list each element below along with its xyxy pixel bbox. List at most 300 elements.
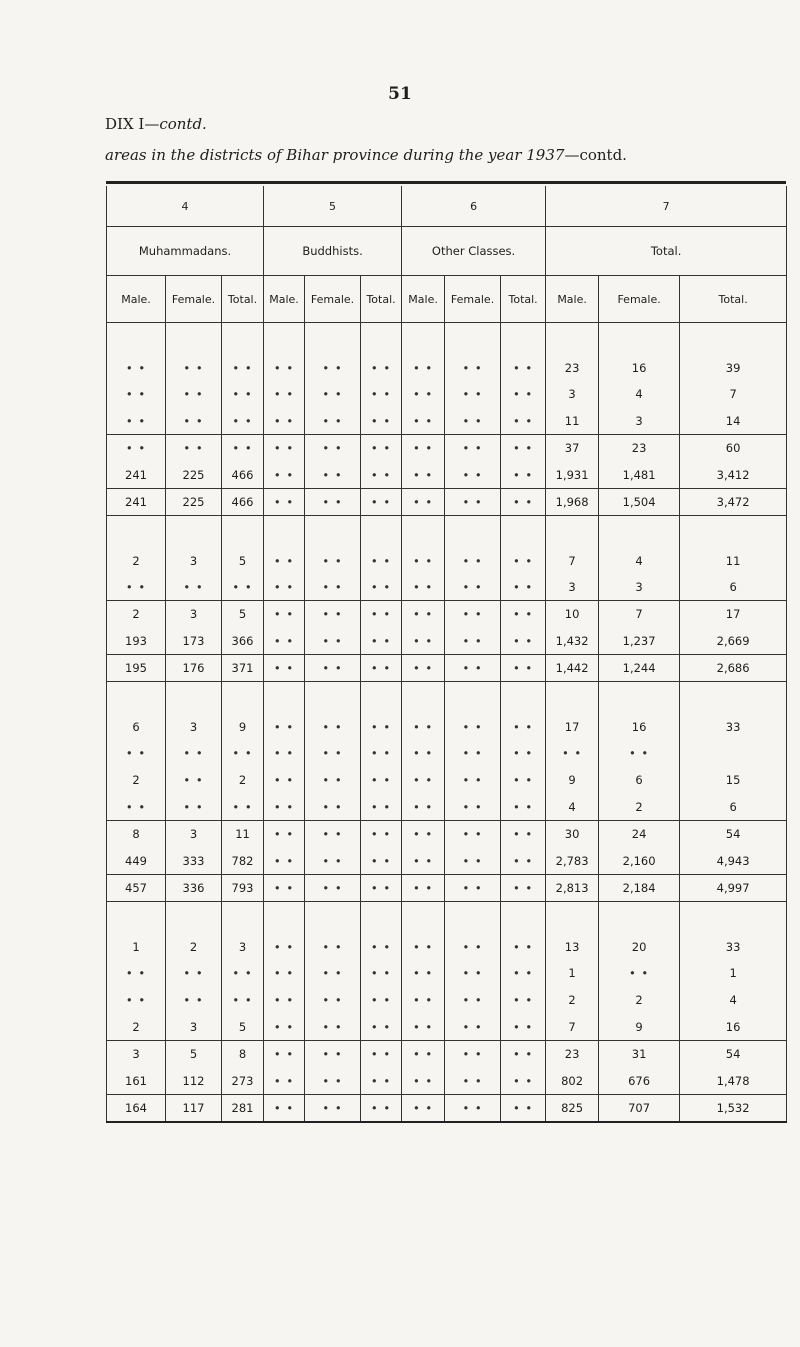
sub-header-cell: Total.: [361, 276, 402, 323]
table-cell: 5: [222, 516, 264, 574]
table-cell: • •: [501, 960, 546, 987]
group-header-muhammadans: Muhammadans.: [107, 227, 264, 276]
table-cell: 281: [222, 1095, 264, 1122]
table-cell: • •: [166, 767, 222, 794]
table-cell: 4: [680, 987, 787, 1014]
table-cell: • •: [501, 516, 546, 574]
table-cell: 2,813: [546, 875, 599, 902]
table-cell: • •: [305, 848, 361, 875]
table-cell: 24: [599, 821, 680, 848]
table-cell: • •: [305, 516, 361, 574]
table-cell: 23: [599, 435, 680, 462]
table-cell: 176: [166, 655, 222, 682]
table-cell: • •: [107, 435, 166, 462]
table-cell: 2: [107, 601, 166, 628]
table-cell: 4,997: [680, 875, 787, 902]
table-row: [107, 902, 787, 960]
table-cell: 5: [222, 601, 264, 628]
table-cell: • •: [361, 682, 402, 740]
table-cell: • •: [599, 960, 680, 987]
table-cell: • •: [501, 381, 546, 408]
table-cell: • •: [107, 794, 166, 821]
table-cell: 193: [107, 628, 166, 655]
table-cell: 7: [599, 601, 680, 628]
sub-header-cell: Male.: [107, 276, 166, 323]
table-cell: • •: [445, 489, 501, 516]
table-cell: • •: [222, 323, 264, 381]
table-cell: • •: [445, 408, 501, 435]
table-cell: • •: [445, 848, 501, 875]
table-cell: 782: [222, 848, 264, 875]
table-cell: 4: [599, 516, 680, 574]
table-cell: • •: [445, 740, 501, 767]
table-cell: • •: [166, 794, 222, 821]
table-cell: • •: [402, 960, 445, 987]
sub-header-cell: Female.: [599, 276, 680, 323]
column-number: 7: [546, 186, 787, 227]
table-cell: • •: [445, 655, 501, 682]
table-cell: 3,472: [680, 489, 787, 516]
table-cell: • •: [107, 960, 166, 987]
table-cell: 7: [680, 381, 787, 408]
group-header-other-classes: Other Classes.: [402, 227, 546, 276]
table-row: [107, 601, 787, 628]
table-cell: • •: [264, 489, 305, 516]
table-row: [107, 1041, 787, 1068]
column-number: 6: [402, 186, 546, 227]
table-cell: 11: [222, 821, 264, 848]
table-cell: 30: [546, 821, 599, 848]
table-cell: 4,943: [680, 848, 787, 875]
table-cell: • •: [305, 987, 361, 1014]
table-cell: • •: [305, 902, 361, 960]
table-cell: 6: [680, 574, 787, 601]
table-cell: • •: [305, 875, 361, 902]
table-cell: • •: [402, 767, 445, 794]
table-cell: • •: [264, 821, 305, 848]
table-cell: • •: [501, 628, 546, 655]
table-caption: [105, 146, 627, 164]
table-cell: • •: [501, 574, 546, 601]
table-cell: 2: [546, 987, 599, 1014]
table-cell: • •: [445, 682, 501, 740]
table-cell: • •: [445, 323, 501, 381]
sub-header-cell: Female.: [445, 276, 501, 323]
table-cell: • •: [402, 516, 445, 574]
table-cell: 2,686: [680, 655, 787, 682]
table-cell: • •: [501, 767, 546, 794]
table-row: [107, 1095, 787, 1122]
column-number-row: [107, 186, 787, 227]
table-cell: 1,432: [546, 628, 599, 655]
table-cell: 273: [222, 1068, 264, 1095]
table-row: [107, 821, 787, 848]
table-cell: 793: [222, 875, 264, 902]
table-cell: 9: [546, 767, 599, 794]
table-cell: • •: [305, 628, 361, 655]
sub-header-row: [107, 276, 787, 323]
table-cell: • •: [305, 574, 361, 601]
table-cell: • •: [305, 601, 361, 628]
table-cell: • •: [361, 794, 402, 821]
table-cell: • •: [445, 902, 501, 960]
table-cell: • •: [305, 821, 361, 848]
table-cell: • •: [222, 574, 264, 601]
table-row: [107, 848, 787, 875]
table-cell: 11: [680, 516, 787, 574]
table-cell: • •: [264, 767, 305, 794]
table-cell: • •: [402, 902, 445, 960]
table-cell: 2: [166, 902, 222, 960]
group-header-buddhists: Buddhists.: [264, 227, 402, 276]
table-cell: 16: [599, 323, 680, 381]
table-cell: • •: [402, 408, 445, 435]
table-row: [107, 987, 787, 1014]
table-cell: • •: [264, 1014, 305, 1041]
table-caption-title: areas in the districts of Bihar province during the year 1937: [105, 146, 565, 164]
table-cell: • •: [445, 960, 501, 987]
table-cell: 10: [546, 601, 599, 628]
table-cell: 2: [107, 1014, 166, 1041]
table-cell: • •: [305, 794, 361, 821]
table-cell: 54: [680, 821, 787, 848]
appendix-heading: [105, 115, 207, 133]
table-cell: • •: [222, 987, 264, 1014]
table-cell: • •: [107, 574, 166, 601]
table-cell: 3: [166, 516, 222, 574]
table-cell: • •: [264, 1095, 305, 1122]
table-cell: 225: [166, 462, 222, 489]
table-cell: • •: [501, 489, 546, 516]
table-cell: 3: [599, 574, 680, 601]
table-cell: • •: [402, 794, 445, 821]
table-cell: 15: [680, 767, 787, 794]
table-cell: • •: [264, 601, 305, 628]
table-cell: 23: [546, 323, 599, 381]
table-cell: 2: [599, 794, 680, 821]
sub-header-cell: Female.: [305, 276, 361, 323]
table-cell: • •: [361, 323, 402, 381]
table-cell: 23: [546, 1041, 599, 1068]
table-cell: • •: [402, 601, 445, 628]
table-cell: • •: [264, 987, 305, 1014]
table-cell: 1,442: [546, 655, 599, 682]
table-cell: 31: [599, 1041, 680, 1068]
table-cell: 466: [222, 462, 264, 489]
table-cell: • •: [264, 655, 305, 682]
table-cell: • •: [107, 740, 166, 767]
table-cell: 6: [680, 794, 787, 821]
table-cell: 3: [546, 574, 599, 601]
table-cell: • •: [445, 1014, 501, 1041]
table-cell: • •: [305, 323, 361, 381]
table-cell: • •: [501, 1041, 546, 1068]
table-cell: 14: [680, 408, 787, 435]
table-cell: 1,481: [599, 462, 680, 489]
table-row: [107, 682, 787, 740]
table-cell: • •: [107, 987, 166, 1014]
table-cell: 195: [107, 655, 166, 682]
table-cell: • •: [361, 848, 402, 875]
table-cell: • •: [305, 489, 361, 516]
table-cell: • •: [264, 408, 305, 435]
sub-header-cell: Total.: [222, 276, 264, 323]
table-cell: 9: [599, 1014, 680, 1041]
table-row: [107, 655, 787, 682]
table-cell: 164: [107, 1095, 166, 1122]
table-cell: 336: [166, 875, 222, 902]
table-cell: • •: [402, 574, 445, 601]
table-cell: • •: [361, 1014, 402, 1041]
table-cell: • •: [305, 1014, 361, 1041]
table-cell: 333: [166, 848, 222, 875]
table-cell: • •: [166, 960, 222, 987]
table-cell: • •: [305, 1068, 361, 1095]
table-cell: 3: [166, 601, 222, 628]
table-cell: • •: [361, 875, 402, 902]
table-cell: • •: [361, 1041, 402, 1068]
table-cell: • •: [501, 1068, 546, 1095]
table-cell: 16: [599, 682, 680, 740]
table-row: [107, 323, 787, 381]
table-cell: • •: [264, 875, 305, 902]
sub-header-cell: Male.: [264, 276, 305, 323]
table-cell: • •: [305, 960, 361, 987]
table-cell: • •: [361, 516, 402, 574]
table-cell: • •: [445, 462, 501, 489]
table-cell: • •: [402, 875, 445, 902]
table-cell: • •: [264, 323, 305, 381]
sub-header-cell: Total.: [680, 276, 787, 323]
table-cell: 33: [680, 902, 787, 960]
table-cell: • •: [166, 987, 222, 1014]
table-cell: 3: [166, 821, 222, 848]
table-cell: • •: [445, 628, 501, 655]
table-cell: 4: [546, 794, 599, 821]
table-cell: • •: [402, 323, 445, 381]
table-cell: 2: [599, 987, 680, 1014]
table-cell: • •: [501, 655, 546, 682]
sub-header-cell: Total.: [501, 276, 546, 323]
table-cell: • •: [361, 489, 402, 516]
table-cell: • •: [445, 767, 501, 794]
table-cell: 371: [222, 655, 264, 682]
table-row: [107, 794, 787, 821]
sub-header-cell: Female.: [166, 276, 222, 323]
table-cell: 1,244: [599, 655, 680, 682]
table-cell: • •: [166, 740, 222, 767]
table-row: [107, 516, 787, 574]
table-cell: • •: [361, 902, 402, 960]
table-cell: • •: [361, 435, 402, 462]
table-cell: • •: [402, 655, 445, 682]
table-cell: • •: [264, 574, 305, 601]
table-cell: • •: [166, 435, 222, 462]
table-cell: • •: [264, 960, 305, 987]
table-cell: • •: [264, 794, 305, 821]
table-cell: • •: [402, 740, 445, 767]
table-cell: 1,478: [680, 1068, 787, 1095]
table-cell: 33: [680, 682, 787, 740]
table-cell: • •: [166, 381, 222, 408]
table-cell: 1,931: [546, 462, 599, 489]
table-cell: 3,412: [680, 462, 787, 489]
table-cell: • •: [361, 767, 402, 794]
table-cell: • •: [546, 740, 599, 767]
table-cell: • •: [361, 740, 402, 767]
table-row: [107, 489, 787, 516]
table-cell: 676: [599, 1068, 680, 1095]
table-cell: • •: [107, 381, 166, 408]
table-row: [107, 960, 787, 987]
appendix-contd: contd.: [159, 115, 207, 133]
table-cell: • •: [402, 628, 445, 655]
table-cell: • •: [501, 821, 546, 848]
table-cell: 8: [107, 821, 166, 848]
table-cell: • •: [402, 987, 445, 1014]
table-cell: • •: [445, 821, 501, 848]
table-cell: • •: [222, 960, 264, 987]
table-cell: 7: [546, 516, 599, 574]
table-cell: • •: [501, 987, 546, 1014]
table-cell: 1: [680, 960, 787, 987]
table-cell: 5: [222, 1014, 264, 1041]
table-cell: • •: [107, 408, 166, 435]
table-body: [107, 323, 787, 1122]
table-cell: 2: [107, 516, 166, 574]
table-cell: 449: [107, 848, 166, 875]
table-cell: 173: [166, 628, 222, 655]
table-cell: • •: [445, 1068, 501, 1095]
table-cell: • •: [222, 435, 264, 462]
table-cell: • •: [445, 1095, 501, 1122]
table-cell: • •: [305, 767, 361, 794]
table-cell: • •: [501, 462, 546, 489]
table-cell: 2: [107, 767, 166, 794]
table-cell: • •: [445, 381, 501, 408]
table-cell: 6: [599, 767, 680, 794]
table-cell: 366: [222, 628, 264, 655]
table-cell: • •: [361, 655, 402, 682]
table-cell: 13: [546, 902, 599, 960]
table-cell: • •: [166, 408, 222, 435]
appendix-label: DIX I—: [105, 115, 160, 133]
table-cell: • •: [361, 1068, 402, 1095]
table-cell: • •: [402, 1068, 445, 1095]
table-cell: • •: [599, 740, 680, 767]
column-number: 5: [264, 186, 402, 227]
table-cell: • •: [361, 574, 402, 601]
table-cell: • •: [445, 1041, 501, 1068]
table-cell: 225: [166, 489, 222, 516]
table-cell: • •: [264, 435, 305, 462]
table-cell: • •: [361, 601, 402, 628]
table-cell: • •: [501, 682, 546, 740]
table-row: [107, 435, 787, 462]
table-cell: • •: [402, 435, 445, 462]
table-cell: • •: [402, 1041, 445, 1068]
table-cell: • •: [305, 435, 361, 462]
table-cell: • •: [445, 794, 501, 821]
table-cell: 2,669: [680, 628, 787, 655]
table-row: [107, 574, 787, 601]
table-cell: 457: [107, 875, 166, 902]
sub-header-cell: Male.: [546, 276, 599, 323]
table-cell: • •: [264, 1068, 305, 1095]
table-cell: 112: [166, 1068, 222, 1095]
table-cell: • •: [501, 1095, 546, 1122]
table-cell: • •: [445, 987, 501, 1014]
table-cell: • •: [361, 987, 402, 1014]
table-cell: • •: [222, 740, 264, 767]
table-cell: 7: [546, 1014, 599, 1041]
table-cell: • •: [361, 1095, 402, 1122]
table-cell: • •: [166, 574, 222, 601]
table-cell: 241: [107, 489, 166, 516]
table-cell: 802: [546, 1068, 599, 1095]
table-cell: 9: [222, 682, 264, 740]
table-cell: 37: [546, 435, 599, 462]
table-cell: • •: [361, 628, 402, 655]
table-cell: 17: [546, 682, 599, 740]
group-header-row: [107, 227, 787, 276]
table-cell: • •: [402, 462, 445, 489]
table-cell: • •: [501, 1014, 546, 1041]
table-cell: • •: [264, 516, 305, 574]
table-cell: • •: [305, 462, 361, 489]
table-cell: 1,968: [546, 489, 599, 516]
table-cell: 16: [680, 1014, 787, 1041]
table-cell: 5: [166, 1041, 222, 1068]
table-cell: • •: [501, 875, 546, 902]
table-cell: 1,532: [680, 1095, 787, 1122]
table-cell: 11: [546, 408, 599, 435]
table-cell: • •: [222, 408, 264, 435]
table-cell: • •: [402, 489, 445, 516]
table-cell: 1: [107, 902, 166, 960]
table-cell: 3: [166, 1014, 222, 1041]
table-cell: 4: [599, 381, 680, 408]
table-cell: • •: [501, 408, 546, 435]
table-row: [107, 408, 787, 435]
table-row: [107, 1014, 787, 1041]
table-cell: • •: [501, 848, 546, 875]
table-cell: 1,504: [599, 489, 680, 516]
table-cell: • •: [107, 323, 166, 381]
table-cell: • •: [166, 323, 222, 381]
top-rule: [106, 181, 786, 184]
table-cell: • •: [264, 462, 305, 489]
table-cell: 39: [680, 323, 787, 381]
table-cell: • •: [501, 902, 546, 960]
table-cell: 117: [166, 1095, 222, 1122]
table-cell: • •: [445, 516, 501, 574]
table-cell: • •: [222, 381, 264, 408]
table-cell: • •: [361, 408, 402, 435]
table-cell: • •: [361, 462, 402, 489]
table-cell: • •: [361, 821, 402, 848]
table-cell: 3: [599, 408, 680, 435]
table-cell: • •: [264, 682, 305, 740]
table-cell: • •: [402, 848, 445, 875]
table-cell: • •: [305, 740, 361, 767]
column-number: 4: [107, 186, 264, 227]
table-cell: • •: [402, 1095, 445, 1122]
table-cell: 20: [599, 902, 680, 960]
table-cell: 1,237: [599, 628, 680, 655]
sub-header-cell: Male.: [402, 276, 445, 323]
table-caption-contd: —contd.: [564, 146, 627, 164]
